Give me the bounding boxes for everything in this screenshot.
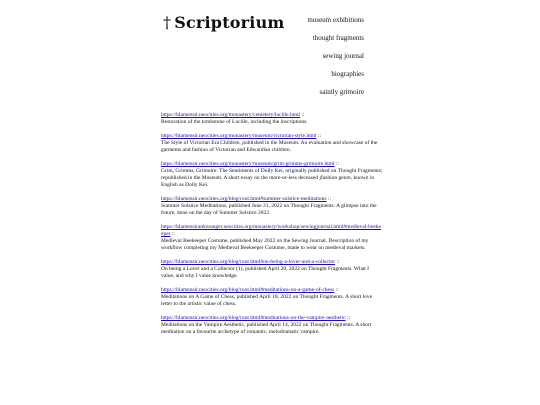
nav-link-sewing-journal[interactable]: sewing journal [322,52,364,60]
separator: :: [335,161,340,167]
list-item [161,287,383,308]
entry-description: Summer Solstice Meditations, published June 21, 2022 on Thought Fragments. A glimpse into the future, done on the day of Summer Solstice 2022. [161,203,377,216]
nav-link-museum-exhibitions[interactable]: museum exhibitions [307,16,364,24]
site-logo[interactable] [163,13,285,32]
entry-description: The Style of Victorian Era Children, published in the Museum. An evaluation and showcase of the garments and fashion of Victorian and Edwardian children. [161,140,378,153]
list-item [161,112,383,126]
separator: :: [327,196,331,202]
entry-link[interactable]: https://blamensir.neocities.org/blog/root.html#meditations-on-the-vampire-aesthetic [161,315,346,321]
entry-description: On being a Lover and a Collector (1), published April 20, 2022 on Thought Fragments. What I value, and why I value knowledge. [161,266,369,279]
entry-description: Meditations on A Game of Chess, published April 18, 2022 on Thought Fragments. A short love letter to the artistic value of chess. [161,294,373,307]
entry-link[interactable]: https://blamensir.neocities.org/monastery/museum/victorian-style.html [161,133,317,139]
entry-description: Grim, Grimms, Grimoire: The Sentiments of Dolly Kei, originally published on Thought Fragments; republished in the Museum. A short essay on the more-or-less deceased jfashion genre, known in English as Dolly Kei. [161,168,383,188]
entry-link[interactable]: https://blamensir.neocities.org/blog/root.html#meditations-on-a-game-of-chess [161,287,335,293]
list-item [161,161,383,189]
entry-link[interactable]: https://blamensir.neocities.org/blog/root.html#on-being-a-lover-and-a-collector [161,259,336,265]
entry-description: Medieval Beekeeper Costume, published May 2022 on the Sewing Journal. Description of my workflow completing my Medieval Beekeeper Costume, made to wear on medieval markets. [161,238,369,251]
list-item [161,133,383,154]
entry-link[interactable]: https://blamensir.neocities.org/monastery/museum/grim-grimms-grimoire.html [161,161,335,167]
site-title: Scriptorium [174,13,285,32]
list-item [161,224,383,252]
list-item [161,196,383,217]
separator: :: [301,112,305,118]
top-navigation [290,17,364,107]
update-list [161,112,383,343]
separator: :: [336,259,340,265]
entry-link[interactable]: https://blamensir.neocities.org/blog/root.html#summer-solstice-meditations [161,196,327,202]
list-item [161,259,383,280]
separator: :: [317,133,321,139]
list-item [161,315,383,336]
entry-description: Meditations on the Vampire Aesthetic, published April 14, 2022 on Thought Fragments. A short meditation on a favourite archetype of romantic, melodramatic vampire. [161,322,372,335]
separator: :: [335,287,339,293]
nav-link-thought-fragments[interactable]: thought fragments [312,34,364,42]
nav-link-saintly-grimoire[interactable]: saintly grimoire [319,88,364,96]
dagger-icon: † [163,13,172,32]
entry-description: Restoration of the tombstone of Lucille, including the inscriptions. [161,119,308,125]
nav-link-biographies[interactable]: biographies [331,70,364,78]
separator: :: [171,231,175,237]
separator: :: [346,315,351,321]
entry-link[interactable]: https://blamensirankmanger.neocities.org/monastery/workshop/sewingjournal.html#medieval-beekeeper [161,224,381,237]
entry-link[interactable]: https://blamensir.neocities.org/monastery/cemetery/lucille.html [161,112,301,118]
